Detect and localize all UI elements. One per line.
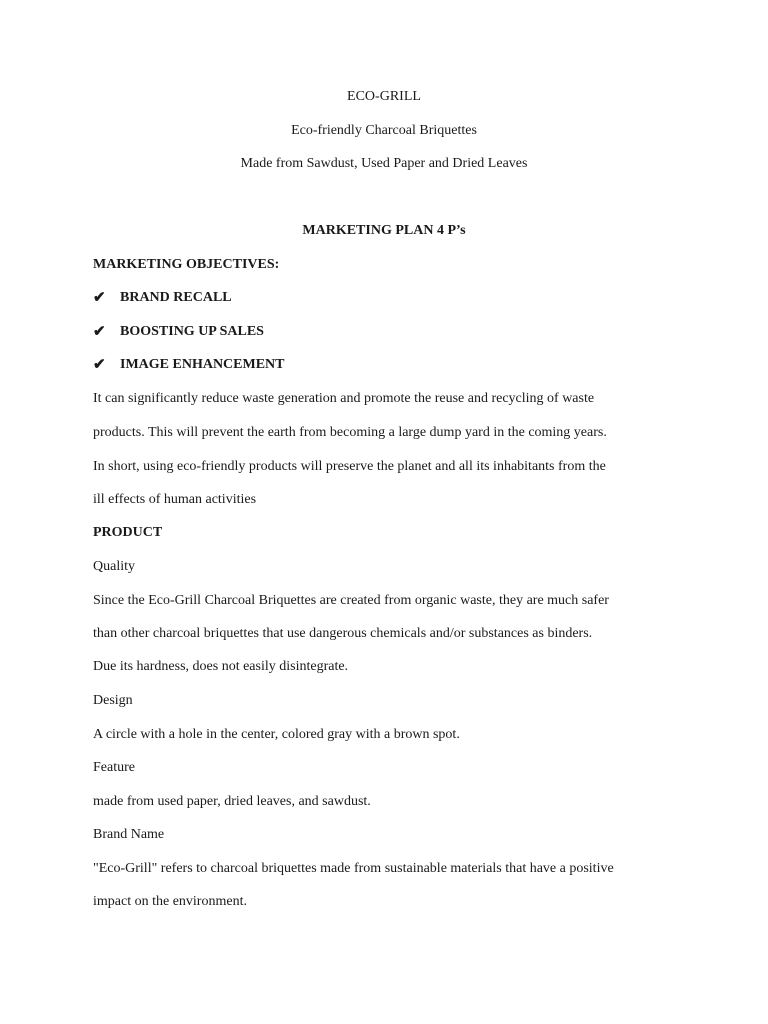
- product-heading: PRODUCT: [93, 525, 163, 540]
- document-subtitle: Eco-friendly Charcoal Briquettes: [291, 123, 477, 138]
- marketing-plan-heading: MARKETING PLAN 4 P’s: [302, 223, 466, 238]
- objective-label: BOOSTING UP SALES: [120, 324, 264, 339]
- checkmark-icon: ✔: [93, 290, 106, 306]
- objectives-heading: MARKETING OBJECTIVES:: [93, 257, 280, 272]
- intro-paragraph-line: products. This will prevent the earth from becoming a large dump yard in the coming years.: [93, 425, 607, 440]
- design-text: A circle with a hole in the center, colored gray with a brown spot.: [93, 727, 460, 742]
- document-title: ECO-GRILL: [347, 89, 421, 104]
- quality-paragraph-line: Since the Eco-Grill Charcoal Briquettes are created from organic waste, they are much safer: [93, 593, 609, 608]
- quality-paragraph-line: Due its hardness, does not easily disintegrate.: [93, 659, 349, 674]
- quality-label: Quality: [93, 559, 135, 574]
- checkmark-icon: ✔: [93, 324, 106, 340]
- document-tagline: Made from Sawdust, Used Paper and Dried Leaves: [240, 156, 528, 171]
- quality-paragraph-line: than other charcoal briquettes that use dangerous chemicals and/or substances as binders.: [93, 626, 593, 641]
- brand-name-paragraph-line: "Eco-Grill" refers to charcoal briquettes made from sustainable materials that have a positive: [93, 861, 614, 876]
- objective-item: [93, 323, 693, 341]
- objective-label: BRAND RECALL: [120, 290, 232, 305]
- checkmark-icon: ✔: [93, 357, 106, 373]
- design-label: Design: [93, 693, 133, 708]
- intro-paragraph-line: It can significantly reduce waste generation and promote the reuse and recycling of waste: [93, 391, 595, 406]
- intro-paragraph-line: ill effects of human activities: [93, 492, 257, 507]
- objective-item: [93, 356, 693, 374]
- objective-item: [93, 289, 693, 307]
- intro-paragraph-line: In short, using eco-friendly products will preserve the planet and all its inhabitants from the: [93, 459, 606, 474]
- objective-label: IMAGE ENHANCEMENT: [120, 357, 285, 372]
- feature-text: made from used paper, dried leaves, and sawdust.: [93, 794, 371, 809]
- brand-name-paragraph-line: impact on the environment.: [93, 894, 247, 909]
- feature-label: Feature: [93, 760, 135, 775]
- brand-name-label: Brand Name: [93, 827, 165, 842]
